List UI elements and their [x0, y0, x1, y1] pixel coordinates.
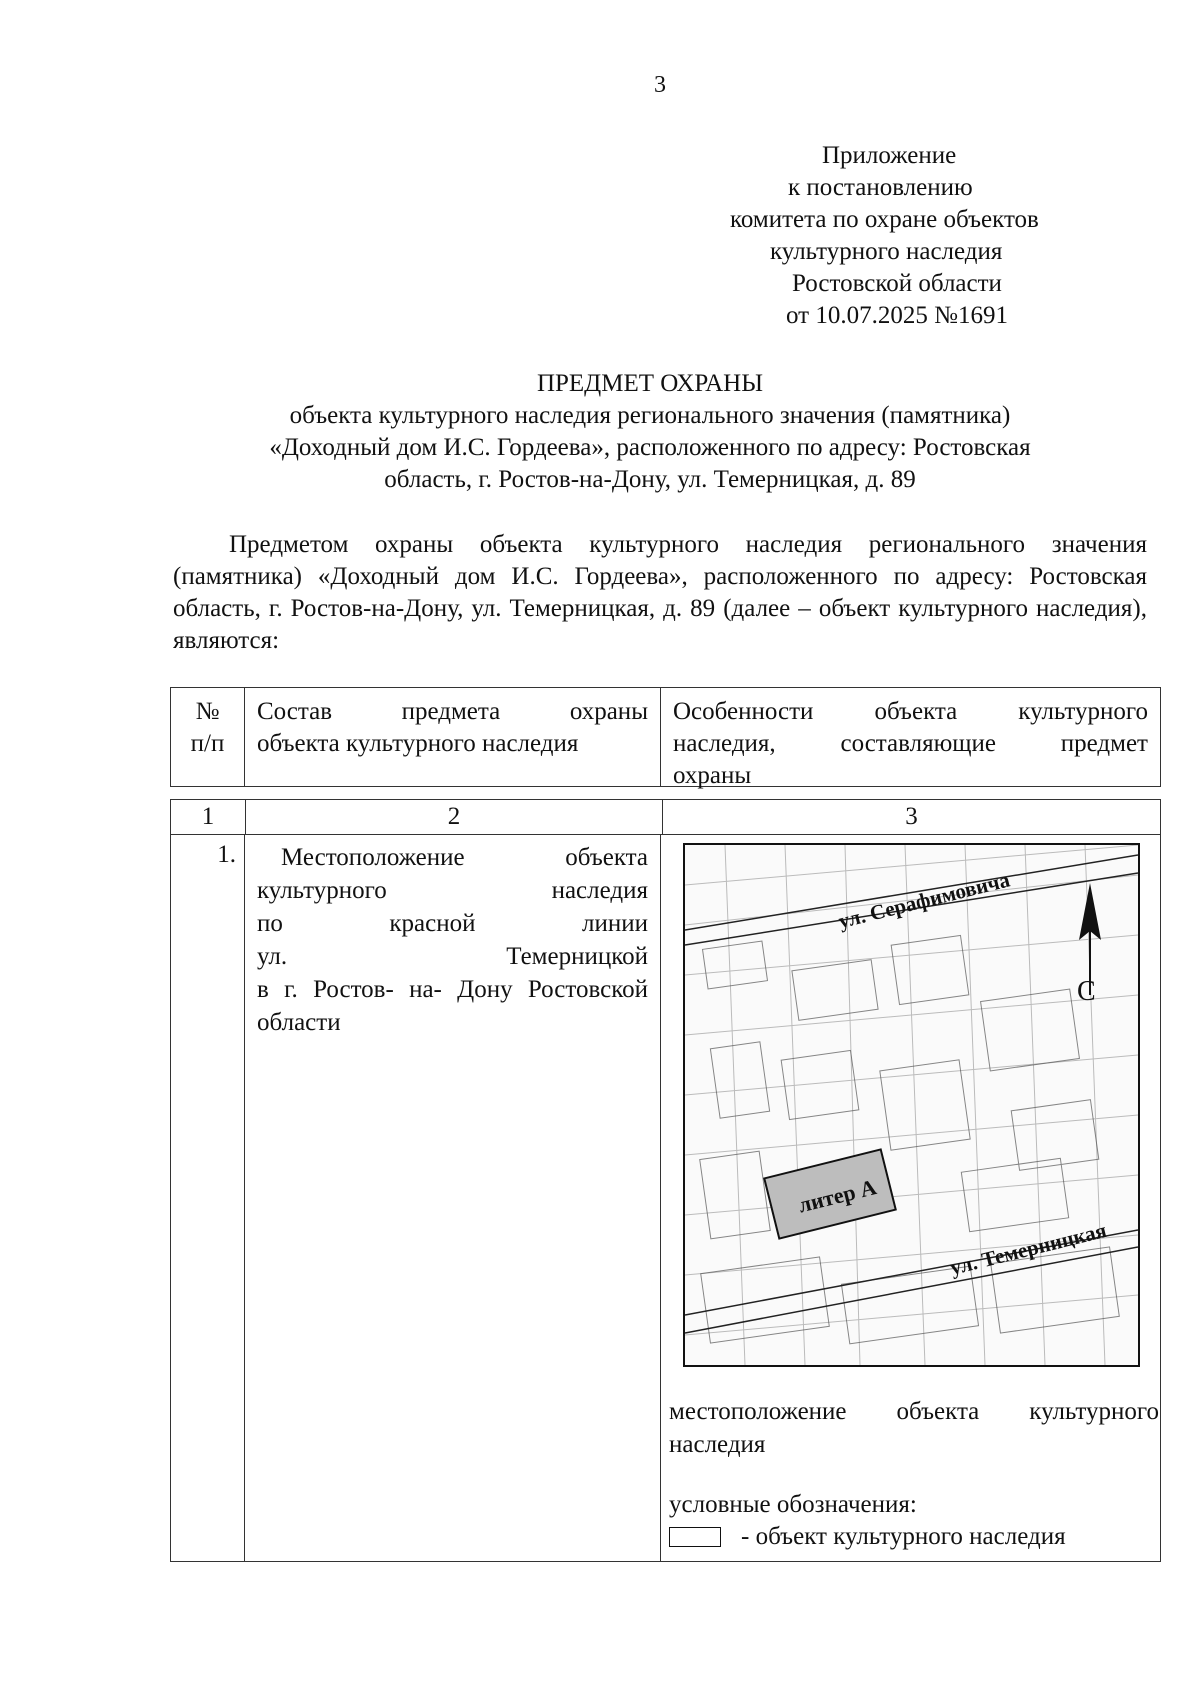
legend-symbol [669, 1527, 721, 1547]
appendix-line: Приложение [822, 142, 957, 169]
header-text: объекта культурного наследия [257, 730, 579, 757]
column-numbers-row [171, 800, 1160, 835]
header-text: охраны [673, 762, 752, 789]
location-map [683, 843, 1140, 1367]
appendix-line: от 10.07.2025 №1691 [786, 302, 1008, 329]
title-line: «Доходный дом И.С. Гордеева», расположенного по адресу: Ростовская [269, 434, 1031, 461]
column-number: 2 [246, 800, 663, 834]
table-row [171, 835, 1160, 1561]
header-text: наследия, составляющие предмет [673, 730, 1148, 757]
document-title [210, 368, 1090, 496]
header-text: № [195, 698, 220, 725]
legend-label: - объект культурного наследия [741, 1523, 1066, 1550]
north-letter: С [1077, 976, 1096, 1007]
header-col-number [171, 688, 245, 786]
caption-line: местоположение объекта культурного [669, 1398, 1159, 1425]
row-features [661, 835, 1160, 1561]
street-label-top: ул. Серафимовича [835, 867, 1013, 934]
title-line: область, г. Ростов-на-Дону, ул. Темерницкая, д. 89 [384, 466, 916, 493]
row-composition [245, 835, 661, 1561]
column-number: 3 [905, 803, 918, 830]
table-body [170, 799, 1161, 1562]
composition-line: Местоположение объекта [281, 844, 648, 871]
legend-title: условные обозначения: [669, 1491, 917, 1518]
column-number: 1 [171, 800, 246, 834]
appendix-line: к постановлению [788, 174, 973, 201]
composition-line: по красной линии [257, 910, 648, 937]
title-line: объекта культурного наследия регионального значения (памятника) [289, 402, 1011, 429]
appendix-header [730, 140, 1170, 332]
header-col-features [661, 688, 1160, 789]
row-number: 1. [171, 835, 245, 1561]
legend-item [669, 1523, 1066, 1551]
composition-line: культурного наследия [257, 877, 648, 904]
header-text: Особенности объекта культурного [673, 698, 1148, 725]
appendix-line: Ростовской области [792, 270, 1002, 297]
caption-line: наследия [669, 1431, 766, 1458]
table-header [170, 687, 1161, 787]
appendix-line: комитета по охране объектов [730, 206, 1039, 233]
title-heading: ПРЕДМЕТ ОХРАНЫ [536, 370, 764, 397]
composition-line: ул. Темерницкой [257, 943, 648, 970]
header-text: Состав предмета охраны [257, 698, 648, 725]
appendix-line: культурного наследия [770, 238, 1003, 265]
location-caption [669, 1395, 1159, 1461]
street-label-bottom: ул. Темерницкая [947, 1217, 1109, 1280]
composition-line: в г. Ростов- на- Дону Ростовской [257, 976, 648, 1003]
building-label: литер А [795, 1174, 879, 1218]
header-text: п/п [190, 730, 225, 757]
header-col-composition [245, 688, 661, 786]
composition-line: области [257, 1009, 341, 1036]
page-number: 3 [654, 72, 666, 98]
intro-paragraph: Предметом охраны объекта культурного наследия регионального значения (памятника) «Доходный дом И.С. Гордеева», расположенного по адресу: Ростовская область, г. Ростов-на-Дону, ул. Темерницкая, д. 89 (далее – объект культурного наследия), являются: [173, 531, 1147, 654]
